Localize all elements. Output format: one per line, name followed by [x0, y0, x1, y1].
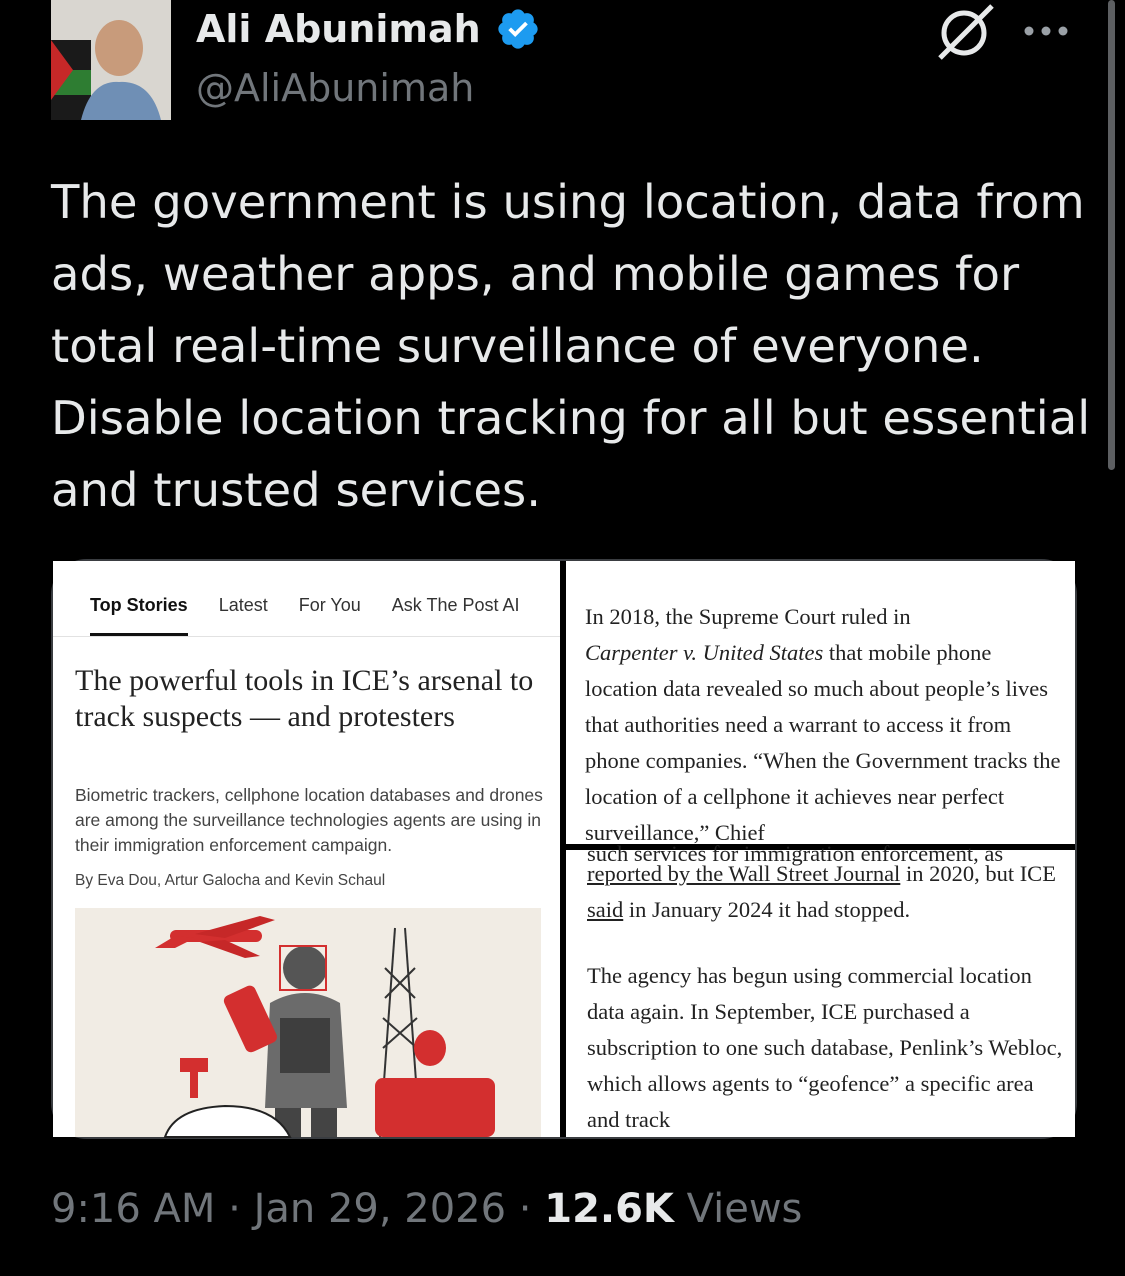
tabs-divider: [53, 636, 560, 637]
tweet-meta: [51, 1186, 802, 1232]
cut-off-line: such services for immigration enforcement, as: [587, 841, 1004, 866]
excerpt-paragraph-2: The agency has begun using commercial location data again. In September, ICE purchased a subscription to one such database, Penlink’s Webloc, which allows agents to “geofence” a specific area and track: [587, 963, 1063, 1132]
tab-top-stories: Top Stories: [90, 595, 188, 615]
news-tabs: [90, 595, 551, 616]
truck-icon: [375, 1078, 495, 1137]
verified-badge-icon[interactable]: [495, 6, 541, 52]
meta-separator: ·: [215, 1186, 254, 1232]
views-label: Views: [673, 1186, 803, 1232]
tab-latest: Latest: [218, 595, 268, 615]
avatar-photo: [51, 0, 171, 120]
tab-for-you: For You: [298, 595, 361, 615]
excerpt-rest: that mobile phone location data revealed so much about people’s lives that authorities need a warrant to access it from phone companies. “When the Government tracks the location of a cellphone it achieves near perfect surveillance,” Chief: [585, 640, 1061, 845]
scrollbar[interactable]: [1108, 0, 1115, 470]
media-grid[interactable]: [51, 559, 1077, 1139]
excerpt-p1-mid: in 2020, but ICE: [900, 861, 1056, 886]
article-dek: Biometric trackers, cellphone location databases and drones are among the surveillance technologies agents are using in their immigration enforcement campaign.: [75, 785, 543, 855]
media-image-left[interactable]: [53, 561, 560, 1137]
excerpt-line-1: In 2018, the Supreme Court ruled in: [585, 604, 911, 629]
article-headline: The powerful tools in ICE’s arsenal to track suspects — and protesters: [75, 664, 534, 733]
tweet-date[interactable]: Jan 29, 2026: [253, 1186, 507, 1232]
tweet-text: The government is using location, data from ads, weather apps, and mobile games for total real-time surveillance of everyone. Disable location tracking for all but essential and trusted services.: [51, 175, 1091, 517]
author-name[interactable]: Ali Abunimah: [196, 7, 481, 51]
more-options-icon[interactable]: [1022, 22, 1070, 40]
said-link: said: [587, 897, 624, 922]
meta-separator: ·: [506, 1186, 545, 1232]
media-image-right-top[interactable]: [566, 561, 1075, 844]
tweet-time[interactable]: 9:16 AM: [51, 1186, 216, 1232]
article-excerpt-bottom: [587, 856, 1067, 1138]
article-byline: By Eva Dou, Artur Galocha and Kevin Schaul: [75, 872, 386, 889]
excerpt-paragraph-1: [587, 856, 1067, 928]
case-name: Carpenter v. United States: [585, 640, 824, 665]
excerpt-p1-end: in January 2024 it had stopped.: [623, 897, 911, 922]
views-count[interactable]: 12.6K: [544, 1186, 674, 1232]
grok-icon[interactable]: [934, 2, 996, 62]
author-name-row[interactable]: [196, 6, 541, 52]
article-illustration: [75, 908, 541, 1137]
avatar[interactable]: [51, 0, 171, 120]
tab-ask-the-post-ai: Ask The Post AI: [391, 595, 520, 615]
wsj-link: reported by the Wall Street Journal: [587, 861, 901, 886]
satellite-dish-icon: [414, 1030, 446, 1066]
author-handle[interactable]: @AliAbunimah: [196, 66, 475, 110]
media-image-right-bottom[interactable]: [566, 841, 1075, 1137]
